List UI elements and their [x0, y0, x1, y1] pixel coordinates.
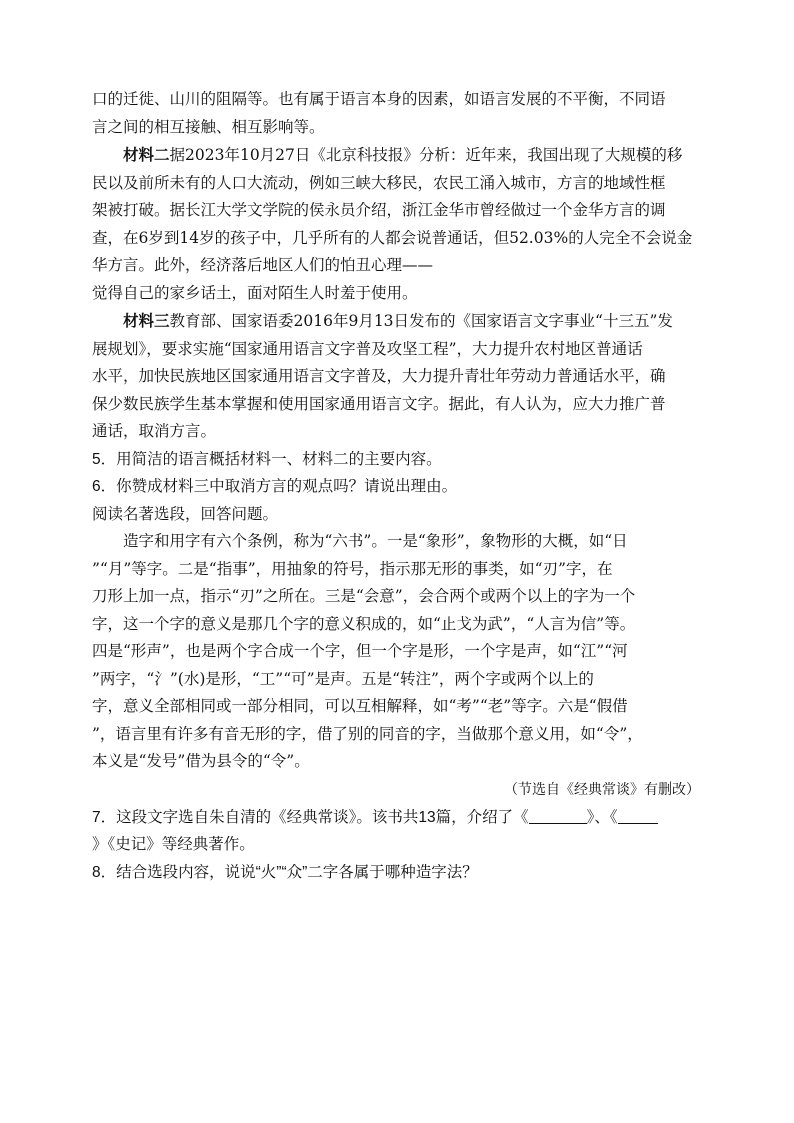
text-line: 本义是“发号”借为县令的“令”。	[92, 752, 310, 770]
question-5: 5．用简洁的语言概括材料一、材料二的主要内容。	[92, 450, 442, 468]
answer-blank[interactable]	[529, 807, 587, 824]
text-line: 民以及前所未有的人口大流动，例如三峡大移民，农民工涌入城市，方言的地域性框	[92, 173, 666, 192]
text-line: 材料二据2023年10月27日《北京科技报》分析：近年来，我国出现了大规模的移	[123, 145, 683, 164]
text-line: 展规划》，要求实施“国家通用语言文字普及攻坚工程”，大力提升农村地区普通话	[92, 339, 643, 358]
text-line: 口的迁徙、山川的阻隔等。也有属于语言本身的因素，如语言发展的不平衡，不同语	[92, 90, 666, 108]
text-line: 通话，取消方言。	[92, 422, 217, 440]
material2	[92, 141, 704, 307]
text-line: 架被打破。据长江大学文学院的侯永员介绍，浙江金华市曾经做过一个金华方言的调	[92, 201, 666, 219]
text-line: 材料三教育部、国家语委2016年9月13日发布的《国家语言文字事业“十三五”发	[123, 311, 673, 330]
text-line: 造字和用字有六个条例，称为“六书”。一是“象形”，象物形的大概，如“日	[123, 532, 628, 550]
material2-label: 材料二	[123, 145, 170, 164]
document-page	[92, 86, 704, 886]
text-line: 华方言。此外，经济落后地区人们的怕丑心理——	[92, 256, 434, 274]
text-line: 字，意义全部相同或一部分相同，可以互相解释，如“考”“老”等字。六是“假借	[92, 697, 628, 715]
answer-blank[interactable]	[618, 807, 658, 824]
text-line: 言之间的相互接触、相互影响等。	[92, 117, 325, 136]
reading-instruction: 阅读名著选段，回答问题。	[92, 505, 279, 523]
text-line: ”，语言里有许多有音无形的字，借了别的同音的字，当做那个意义用，如“令”，	[92, 724, 643, 743]
question-7: 7．这段文字选自朱自清的《经典常谈》。该书共13篇，介绍了《 》、《 》《史记》等经典著作。	[92, 804, 704, 859]
text-line: ”两字，“氵”(水)是形，“工”“可”是声。五是“转注”，两个字或两个以上的	[92, 669, 594, 688]
text-line: 刀形上加一点，指示“刃”之所在。三是“会意”，会合两个或两个以上的字为一个	[92, 587, 636, 605]
text-line: 保少数民族学生基本掌握和使用国家通用语言文字。据此，有人认为，应大力推广普	[92, 394, 666, 413]
question-8: 8．结合选段内容，说说“火”“众”二字各属于哪种造字法？	[92, 863, 478, 881]
text-line: 觉得自己的家乡话土，面对陌生人时羞于使用。	[92, 283, 418, 302]
material3-label: 材料三	[123, 311, 170, 330]
text-line: 水平，加快民族地区国家通用语言文字普及，大力提升青壮年劳动力普通话水平，确	[92, 367, 666, 385]
text-line: ”“月”等字。二是“指事”，用抽象的符号，指示那无形的事类，如“刃”字，在	[92, 559, 613, 578]
text-line: 查，在6岁到14岁的孩子中，几乎所有的人都会说普通话，但52.03%的人完全不会说金	[92, 228, 693, 247]
material3	[92, 307, 704, 446]
excerpt-source: （节选自《经典常谈》有删改）	[504, 781, 700, 798]
text-line: 字，这一个字的意义是那几个字的意义积成的，如“止戈为武”，“人言为信”等。	[92, 614, 636, 633]
classic-excerpt	[92, 528, 704, 776]
text-line: 四是“形声”，也是两个字合成一个字，但一个字是形，一个字是声，如“江”“河	[92, 642, 628, 660]
material1-tail	[92, 86, 704, 141]
question-6: 6．你赞成材料三中取消方言的观点吗？请说出理由。	[92, 478, 458, 495]
